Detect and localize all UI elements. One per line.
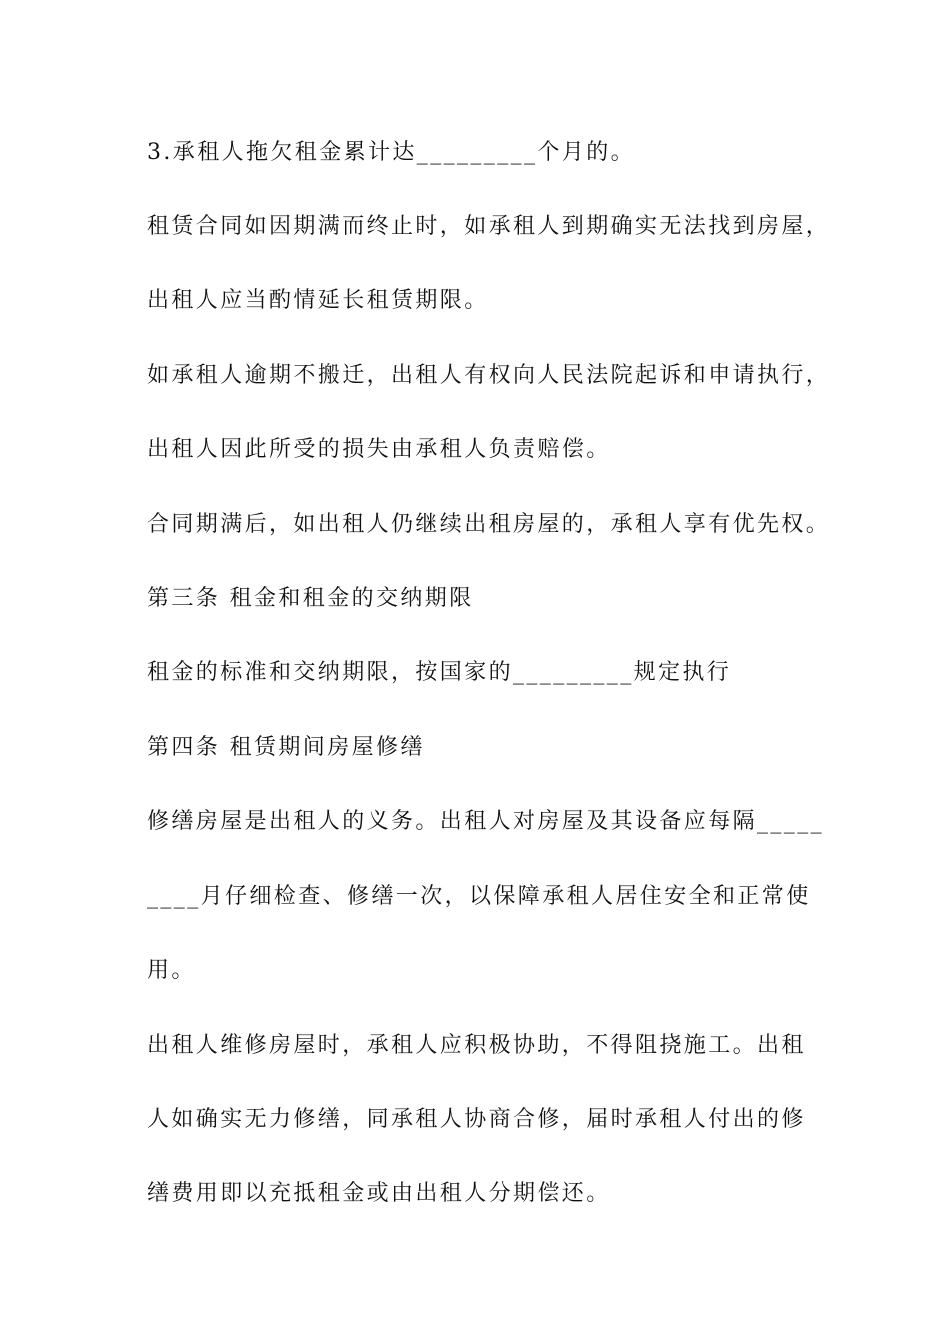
- text-line: 修缮房屋是出租人的义务。出租人对房屋及其设备应每隔_____: [147, 809, 825, 834]
- text-line: 出租人维修房屋时，承租人应积极协助，不得阻挠施工。出租: [147, 1033, 806, 1058]
- text-line: 缮费用即以充抵租金或由出租人分期偿还。: [147, 1181, 611, 1206]
- text-line: 3.承租人拖欠租金累计达_________个月的。: [147, 140, 635, 165]
- text-line: 租金的标准和交纳期限，按国家的_________规定执行: [147, 660, 732, 685]
- text-line: 用。: [147, 958, 196, 983]
- text-line: 如承租人逾期不搬迁，出租人有权向人民法院起诉和申请执行，: [147, 363, 831, 388]
- text-line: 租赁合同如因期满而终止时，如承租人到期确实无法找到房屋，: [147, 214, 831, 239]
- text-line: 出租人应当酌情延长租赁期限。: [147, 288, 489, 313]
- text-line: 合同期满后，如出租人仍继续出租房屋的，承租人享有优先权。: [147, 512, 831, 537]
- section-heading: 第三条 租金和租金的交纳期限: [147, 586, 474, 611]
- text-line: ____月仔细检查、修缮一次，以保障承租人居住安全和正常使: [147, 884, 811, 909]
- section-heading: 第四条 租赁期间房屋修缮: [147, 735, 425, 760]
- text-line: 出租人因此所受的损失由承租人负责赔偿。: [147, 437, 611, 462]
- text-line: 人如确实无力修缮，同承租人协商合修，届时承租人付出的修: [147, 1107, 806, 1132]
